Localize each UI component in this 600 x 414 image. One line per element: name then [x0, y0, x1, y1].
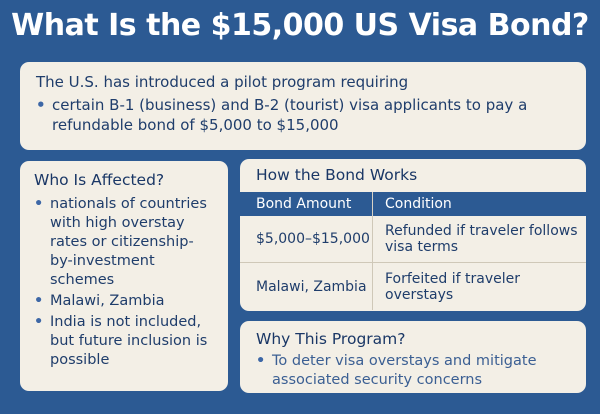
how-bond-works-heading: How the Bond Works	[256, 166, 418, 184]
list-item	[34, 292, 214, 311]
who-affected-heading: Who Is Affected?	[34, 171, 165, 189]
who-bullet-2: Malawi, Zambia	[50, 293, 165, 309]
table-header-row	[240, 192, 586, 216]
bullet-icon: •	[34, 314, 44, 330]
column-header-bond-amount: Bond Amount	[240, 192, 373, 216]
intro-bullet: certain B-1 (business) and B-2 (tourist) visa applicants to pay a refundable bond of $5,000 to $15,000	[52, 96, 528, 134]
table-row	[240, 263, 586, 311]
table-row	[240, 216, 586, 263]
table-cell: Forfeited if traveler overstays	[373, 263, 587, 311]
table-cell: $5,000–$15,000	[240, 216, 373, 263]
list-item	[36, 95, 570, 135]
who-bullet-1: nationals of countries with high overstay rates or citizenship-by-investment schemes	[50, 196, 207, 288]
how-bond-works-card	[240, 159, 586, 311]
table-cell: Refunded if traveler follows visa terms	[373, 216, 587, 263]
why-program-card	[240, 321, 586, 393]
table-cell: Malawi, Zambia	[256, 278, 367, 295]
who-affected-card	[20, 161, 228, 391]
bullet-icon: •	[36, 96, 46, 114]
bullet-icon: •	[34, 196, 44, 212]
intro-card	[20, 62, 586, 150]
page-title: What Is the $15,000 US Visa Bond?	[11, 8, 589, 43]
list-item	[256, 352, 570, 390]
who-bullet-3: India is not included, but future inclusion is possible	[50, 314, 208, 368]
why-bullet: To deter visa overstays and mitigate associated security concerns	[272, 353, 537, 388]
intro-lead: The U.S. has introduced a pilot program requiring	[36, 73, 409, 91]
list-item	[34, 313, 214, 370]
why-program-heading: Why This Program?	[256, 330, 406, 348]
bullet-icon: •	[256, 353, 266, 369]
column-header-condition: Condition	[373, 192, 587, 216]
bullet-icon: •	[34, 293, 44, 309]
bond-table	[240, 192, 586, 310]
list-item	[34, 195, 214, 290]
